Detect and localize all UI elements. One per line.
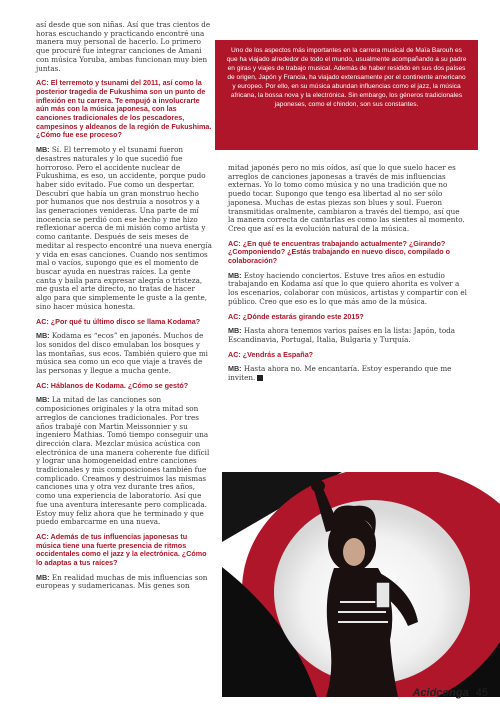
callout-text: Uno de los aspectos más importantes en la carrera musical de Maïa Barouh es que ha viajado alrededor de todo el mundo, usualmente acompañando a su padre en giras y viajes de trabajo musical. Además de haber residido en sus dos países de origen, Japón y Francia, ha viajado extensamente por el continente americano y europeo. Por ello, en su música abundan influencias como el jazz, la música africana, la bossa nova y la electrónica. Sin embargo, los géneros tradicionales japoneses, como el chindon, son sus constantes. (226, 47, 467, 108)
intro-paragraph: así desde que son niñas. Así que tras cientos de horas escuchando y practicando encontré una manera muy personal de hacerlo. Lo primero que procuré fue integrar canciones de Amani con música Yoruba, ambas funcionan muy bien juntas. (36, 20, 211, 73)
answer-3-text: La mitad de las canciones son composiciones originales y la otra mitad son arreglos de canciones tradicionales. Por tres años trabajé con Martin Meissonnier y su ingeniero Mathias. Tomó tiempo conseguir una dirección clara. Mezclar música acústica con electrónica de una manera coherente fue difícil y lograr una homogeneidad entre canciones tradicionales y mis composiciones también fue complicado. Creamos y destruimos las mismas canciones una y otra vez durante tres años, como una experiencia de laboratorio. Así que fue una aventura interesante pero complicada. Estoy muy feliz ahora que he terminado y que puedo embarcarme en una nueva. (36, 395, 210, 527)
page-number: 45 (475, 687, 488, 699)
answer-7-text: Hasta ahora no. Me encantaría. Estoy esperando que me inviten. (228, 364, 452, 383)
answer-label: MB: (36, 331, 50, 341)
performer-photo-art (222, 472, 500, 697)
answer-7 (228, 365, 468, 382)
hanging-ornament (376, 582, 390, 608)
answer-4 (36, 574, 212, 591)
answer-6 (228, 327, 468, 344)
question-4: AC: Además de tus influencias japonesas tu música tiene una fuerte presencia de ritmos occidentales como el jazz y la electrónica. ¿Cómo lo adaptas a tus raíces? (36, 531, 207, 568)
answer-label: MB: (36, 145, 50, 155)
answer-label: MB: (228, 364, 242, 374)
performer-photo (222, 472, 500, 697)
answer-label: MB: (228, 326, 242, 336)
answer-6-text: Hasta ahora tenemos varios países en la lista: Japón, toda Escandinavia, Portugal, Italia, Bulgaria y Turquía. (228, 326, 456, 344)
answer-label: MB: (228, 270, 242, 280)
answer-2 (36, 332, 212, 376)
magazine-brand: Acidconga (412, 687, 469, 699)
question-7: AC: ¿Vendrás a España? (228, 349, 314, 359)
end-of-article-mark (257, 375, 263, 381)
answer-label: MB: (36, 395, 50, 405)
question-3: AC: Háblanos de Kodama. ¿Cómo se gestó? (36, 380, 189, 390)
question-6: AC: ¿Dónde estarás girando este 2015? (228, 311, 364, 321)
question-1: AC: El terremoto y tsunami del 2011, así como la posterior tragedia de Fukushima son un punto de inflexión en tu carrera. Te empujó a involucrarte aún más con la música japonesa, con las canciones tradicionales de los pescadores, campesinos y aldeanos de la región de Fukushima. ¿Cómo fue ese proceso? (36, 78, 212, 140)
question-5: AC: ¿En qué te encuentras trabajando actualmente? ¿Girando? ¿Componiendo? ¿Estás trabajando en nuevo disco, compilado o colaboración? (228, 238, 451, 266)
answer-5 (228, 272, 468, 307)
performer-face (343, 538, 365, 566)
left-column (36, 21, 212, 597)
answer-1-text: Sí. El terremoto y el tsunami fueron desastres naturales y lo que sucedió fue horroroso. Pero el accidente nuclear de Fukushima, es eso, un accidente, porque pudo haber sido evitado. Fue como un despertar. Descubrí que había un gran monstruo hecho por humanos que nos destruía a nosotros y a las generaciones venideras. Una parte de mí inocencia se perdió con ese hecho y me hizo reflexionar acerca de mi misión como artista y como cantante. Después de seis meses de meditar al respecto encontré una nueva energía y vida en esas canciones. Cuando nos sentimos mal o vacíos, supongo que es el momento de buscar ayuda en nuestras raíces. La gente canta y baila para expresar alegría o tristeza, me gusta el arte directo, no tratas de hacer algo para que simplemente le guste a la gente, sino hacer música honesta. (36, 145, 212, 311)
answer-4-text: En realidad muchas de mis influencias son europeas y sudamericanas. Mis genes son (36, 572, 208, 591)
answer-2-text: Kodama es “ecos” en japonés. Muchos de los sonidos del disco emulaban los bosques y las montañas, sus ecos. También quiero que mi música sea como un eco que viaje a través de las personas y llegue a mucha gente. (36, 331, 208, 376)
answer-label: MB: (36, 572, 50, 582)
question-2: AC: ¿Por qué tu último disco se llama Kodama? (36, 316, 201, 326)
right-column (228, 164, 468, 389)
callout-box (215, 40, 478, 150)
answer-5-text: Estoy haciendo conciertos. Estuve tres años en estudio trabajando en Kodama así que lo que quiero ahorita es volver a los escenarios, colaborar con músicos, artistas y compartir con el público. Creo que eso es lo que más amo de la música. (228, 270, 467, 306)
answer-3 (36, 396, 212, 527)
page-footer (412, 687, 488, 699)
continued-answer: mitad japonés pero no mis oídos, así que lo que suelo hacer es arreglos de canciones japonesas a través de mis influencias externas. Yo lo tomo como música y no una tradición que no puedo tocar. Supongo que tengo esa libertad al no ser sólo japonesa. Muchas de estas piezas son blues y soul. Fueron transmitidas oralmente, cambiaron a través del tiempo, así que la manera correcta de cantarlas es como las sientes al momento. Creo que así es la evolución natural de la música. (228, 163, 465, 233)
answer-1 (36, 146, 212, 311)
